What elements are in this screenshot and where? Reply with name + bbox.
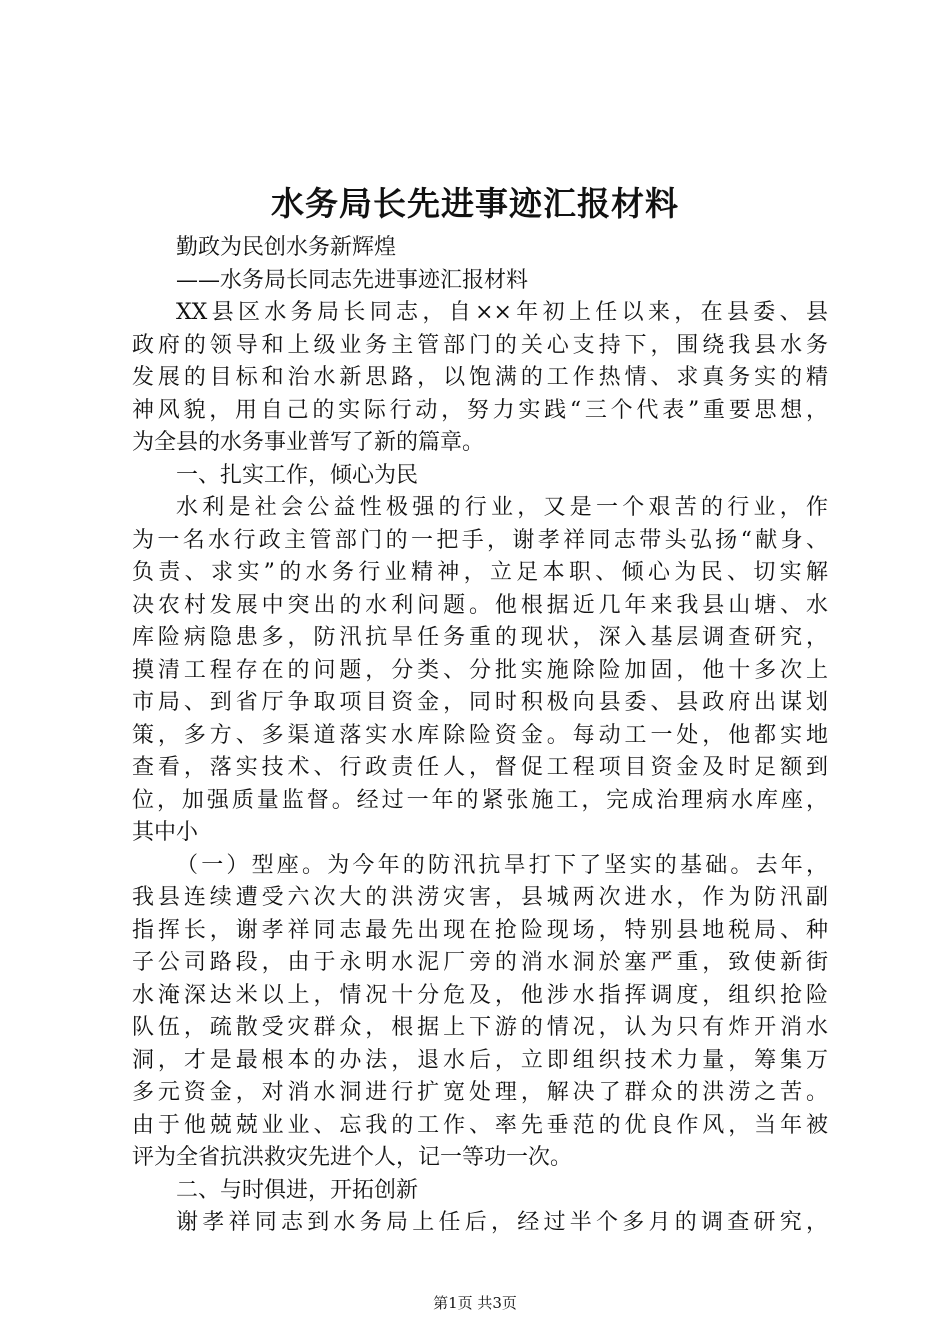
text-line: 我县连续遭受六次大的洪涝灾害，县城两次进水，作为防汛副	[132, 885, 828, 910]
text-line: 摸清工程存在的问题，分类、分批实施除险加固，他十多次上	[132, 657, 828, 683]
document-body	[132, 232, 828, 1240]
text-line: 水利是社会公益性极强的行业，又是一个艰苦的行业，作	[176, 495, 828, 520]
text-line: 决农村发展中突出的水利问题。他根据近几年来我县山塘、水	[132, 592, 828, 618]
text-line: 水淹深达米以上，情况十分危及，他涉水指挥调度，组织抢险	[132, 982, 828, 1008]
text-line: 评为全省抗洪救灾先进个人，记一等功一次。	[132, 1145, 573, 1170]
text-line: 指挥长，谢孝祥同志最先出现在抢险现场，特别县地税局、种	[132, 917, 828, 943]
text-line: 勤政为民创水务新辉煌	[176, 235, 397, 260]
text-line: 策，多方、多渠道落实水库除险资金。每动工一处，他都实地	[132, 722, 828, 748]
text-line: 负责、求实”的水务行业精神，立足本职、倾心为民、切实解	[132, 560, 828, 585]
text-line: ——水务局长同志先进事迹汇报材料	[176, 267, 529, 293]
text-line: 查看，落实技术、行政责任人，督促工程项目资金及时足额到	[132, 755, 828, 780]
document-title: 水务局长先进事迹汇报材料	[271, 184, 679, 223]
text-line: 子公司路段，由于永明水泥厂旁的消水洞於塞严重，致使新街	[132, 950, 828, 975]
text-line: 洞，才是最根本的办法，退水后，立即组织技术力量，筹集万	[132, 1047, 828, 1073]
text-line: 市局、到省厅争取项目资金，同时积极向县委、县政府出谋划	[132, 690, 828, 715]
text-line: 二、与时俱进，开拓创新	[176, 1177, 419, 1203]
text-line: 为全县的水务事业普写了新的篇章。	[132, 430, 485, 455]
text-line: 多元资金，对消水洞进行扩宽处理，解决了群众的洪涝之苦。	[132, 1080, 828, 1105]
text-line: 由于他兢兢业业、忘我的工作、率先垂范的优良作风，当年被	[132, 1112, 828, 1138]
text-line: 其中小	[132, 820, 199, 845]
text-line: 位，加强质量监督。经过一年的紧张施工，完成治理病水库座，	[132, 787, 828, 813]
text-line: 队伍，疏散受灾群众，根据上下游的情况，认为只有炸开消水	[132, 1015, 828, 1040]
text-line: 一、扎实工作，倾心为民	[176, 462, 419, 488]
text-line: 神风貌，用自己的实际行动，努力实践“三个代表”重要思想，	[132, 397, 828, 423]
text-line: 发展的目标和治水新思路，以饱满的工作热情、求真务实的精	[132, 365, 828, 390]
page-footer: 第1页 共3页	[433, 1294, 517, 1312]
text-line: 谢孝祥同志到水务局上任后，经过半个多月的调查研究，	[176, 1210, 828, 1235]
text-line: 政府的领导和上级业务主管部门的关心支持下，围绕我县水务	[132, 332, 828, 358]
text-line: XX县区水务局长同志，自××年初上任以来，在县委、县	[176, 300, 828, 325]
text-line: （一）型座。为今年的防汛抗旱打下了坚实的基础。去年，	[176, 852, 828, 878]
text-line: 为一名水行政主管部门的一把手，谢孝祥同志带头弘扬“献身、	[132, 527, 828, 553]
text-line: 库险病隐患多，防汛抗旱任务重的现状，深入基层调查研究，	[132, 625, 828, 650]
